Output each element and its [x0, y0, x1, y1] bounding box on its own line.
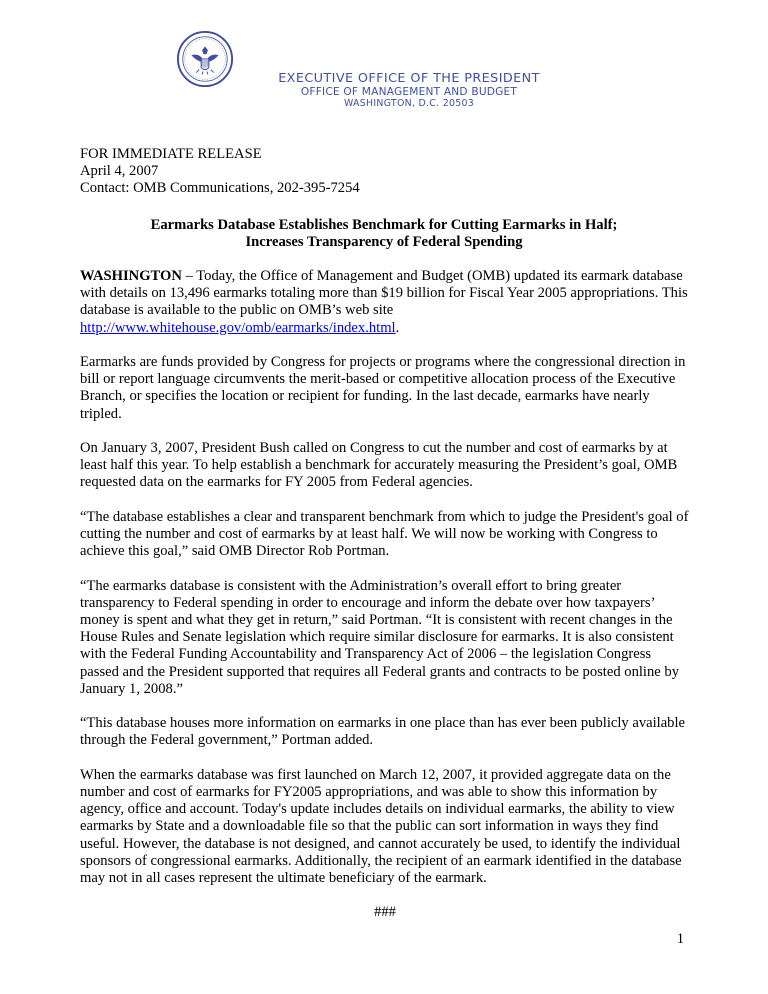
paragraph-2: Earmarks are funds provided by Congress for projects or programs where the congressional direction in bill or report language circumvents the merit-based or competitive allocation process of the Executive Branch, or specifies the location or recipient for funding. In the last decade, earmarks have nearly tripled. — [80, 354, 686, 422]
release-info — [80, 146, 360, 198]
press-release-body — [80, 268, 690, 939]
paragraph-1-end: . — [395, 319, 400, 336]
paragraph-3: On January 3, 2007, President Bush called on Congress to cut the number and cost of earmarks by at least half this year. To help establish a benchmark for accurately measuring the President’s goal, OMB requested data on the earmarks for FY 2005 from Federal agencies. — [80, 440, 678, 491]
letterhead-address: WASHINGTON, D.C. 20503 — [343, 98, 475, 109]
release-date: April 4, 2007 — [80, 163, 159, 180]
paragraph-5: “The earmarks database is consistent with the Administration’s overall effort to bring greater transparency to Federal spending in order to encourage and inform the debate over how taxpayers’ money is spent and what they get in return,” said Portman. “It is consistent with recent changes in the House Rules and Senate legislation which require similar disclosure for earmarks. It is also consistent with the Federal Funding Accountability and Transparency Act of 2006 – the legislation Congress passed and the President supported that requires all Federal grants and contracts to be posted online by January 1, 2008.” — [80, 577, 679, 697]
end-mark: ### — [374, 904, 396, 921]
paragraph-6: “This database houses more information on earmarks in one place than has ever been publicly available through the Federal government,” Portman added. — [80, 715, 686, 749]
dateline: WASHINGTON — [80, 268, 182, 284]
page-number: 1 — [676, 931, 684, 947]
presidential-seal-icon — [176, 30, 234, 88]
paragraph-4: “The database establishes a clear and transparent benchmark from which to judge the President's goal of cutting the number and cost of earmarks by at least half. We will now be working with Congress to achieve this goal,” said OMB Director Rob Portman. — [80, 508, 689, 560]
paragraph-1 — [80, 268, 690, 337]
letterhead-office: OFFICE OF MANAGEMENT AND BUDGET — [300, 86, 518, 98]
release-label: FOR IMMEDIATE RELEASE — [80, 146, 262, 162]
release-contact: Contact: OMB Communications, 202-395-7254 — [80, 180, 360, 197]
paragraph-7: When the earmarks database was first launched on March 12, 2007, it provided aggregate data on the number and cost of earmarks for FY2005 appropriations, and was able to show this information by agency, office and account. Today's update includes details on individual earmarks, the ability to view earmarks by State and a downloadable file so that the public can sort information in ways they find useful. However, the database is not designed, and cannot accurately be used, to identify the individual sponsors of congressional earmarks. Additionally, the recipient of an earmark identified in the database may not in all cases represent the ultimate beneficiary of the earmark. — [80, 766, 682, 887]
paragraph-1-text: – Today, the Office of Management and Budget (OMB) updated its earmark database with details on 13,496 earmarks totaling more than $19 billion for Fiscal Year 2005 appropriations. This database is available to the public on OMB’s web site — [80, 268, 688, 319]
headline-line-2: Increases Transparency of Federal Spending — [245, 234, 523, 251]
headline — [80, 217, 688, 251]
letterhead — [250, 72, 568, 109]
earmarks-website-link[interactable]: http://www.whitehouse.gov/omb/earmarks/index.html — [80, 319, 396, 336]
headline-line-1: Earmarks Database Establishes Benchmark for Cutting Earmarks in Half; — [150, 217, 618, 233]
letterhead-title: EXECUTIVE OFFICE OF THE PRESIDENT — [278, 71, 540, 86]
